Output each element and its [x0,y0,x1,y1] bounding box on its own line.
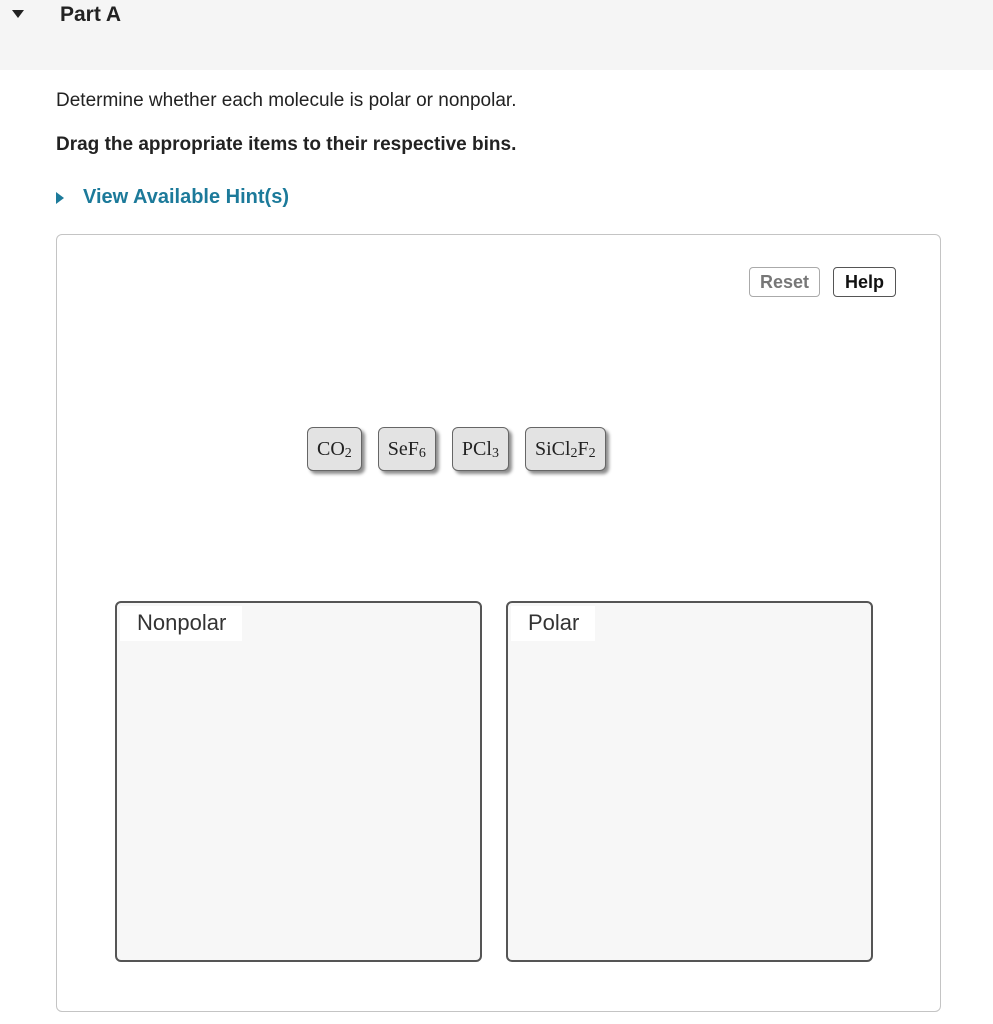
caret-right-icon[interactable] [56,192,64,204]
part-header[interactable] [0,0,993,70]
caret-down-icon[interactable] [12,10,24,18]
tile-text: CO [317,437,345,460]
tile-text: F [577,437,589,460]
tile-subscript: 6 [418,446,426,461]
tile-pool [307,427,606,471]
drag-drop-area [56,234,941,1012]
tile-sef6[interactable] [378,427,436,471]
tile-text: SeF [387,437,419,460]
tile-co2[interactable] [307,427,362,471]
bin-polar[interactable] [506,601,873,962]
task-text: Drag the appropriate items to their respective bins. [56,134,517,155]
tile-subscript: 2 [588,446,596,461]
tile-subscript: 3 [491,446,499,461]
tile-pcl3[interactable] [452,427,509,471]
part-title: Part A [60,3,122,26]
bin-label-polar: Polar [511,606,595,641]
reset-button[interactable]: Reset [749,267,820,297]
hint-label[interactable]: View Available Hint(s) [83,186,289,208]
bin-nonpolar[interactable] [115,601,482,962]
instruction-text: Determine whether each molecule is polar or nonpolar. [56,90,517,111]
tile-subscript: 2 [570,446,578,461]
tile-sicl2f2[interactable] [525,427,606,471]
tile-subscript: 2 [344,446,352,461]
help-button[interactable]: Help [833,267,896,297]
view-hints-link[interactable] [56,186,289,209]
tile-text: PCl [461,437,492,460]
bin-label-nonpolar: Nonpolar [120,606,242,641]
tile-text: SiCl [534,437,571,460]
